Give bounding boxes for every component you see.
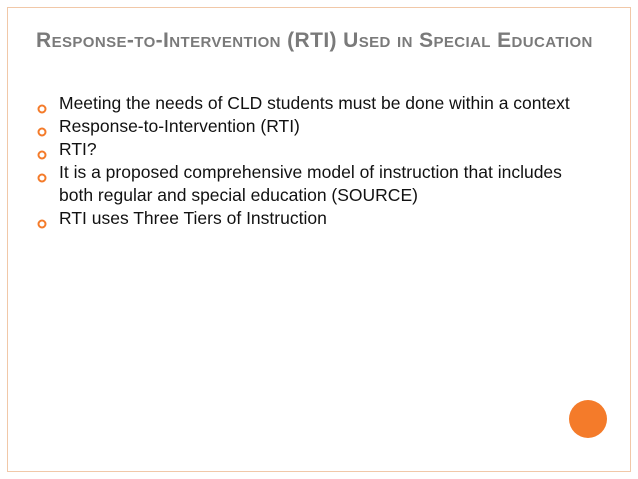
bullet-text: Meeting the needs of CLD students must be done within a context [59, 93, 570, 113]
bullet-icon [37, 166, 47, 176]
bullet-icon [37, 97, 47, 107]
bullet-text: Response-to-Intervention (RTI) [59, 116, 300, 136]
bullet-item [36, 92, 596, 115]
bullet-icon [37, 120, 47, 130]
slide-border-left [7, 7, 8, 472]
slide-title: Response-to-Intervention (RTI) Used in Special Education [36, 29, 593, 52]
bullet-icon [37, 212, 47, 222]
bullet-item [36, 207, 596, 230]
bullet-text: RTI? [59, 139, 97, 159]
bullet-icon [37, 143, 47, 153]
bullet-text: RTI uses Three Tiers of Instruction [59, 208, 327, 228]
bullet-text: It is a proposed comprehensive model of instruction that includes both regular and special education (SOURCE) [59, 162, 562, 205]
orange-circle-ornament [569, 400, 607, 438]
bullet-item [36, 138, 596, 161]
bullet-list [36, 92, 596, 230]
bullet-item [36, 115, 596, 138]
bullet-item [36, 161, 596, 207]
slide-border-bottom [7, 471, 631, 472]
slide-border-top [7, 7, 631, 8]
slide-border-right [630, 7, 631, 472]
